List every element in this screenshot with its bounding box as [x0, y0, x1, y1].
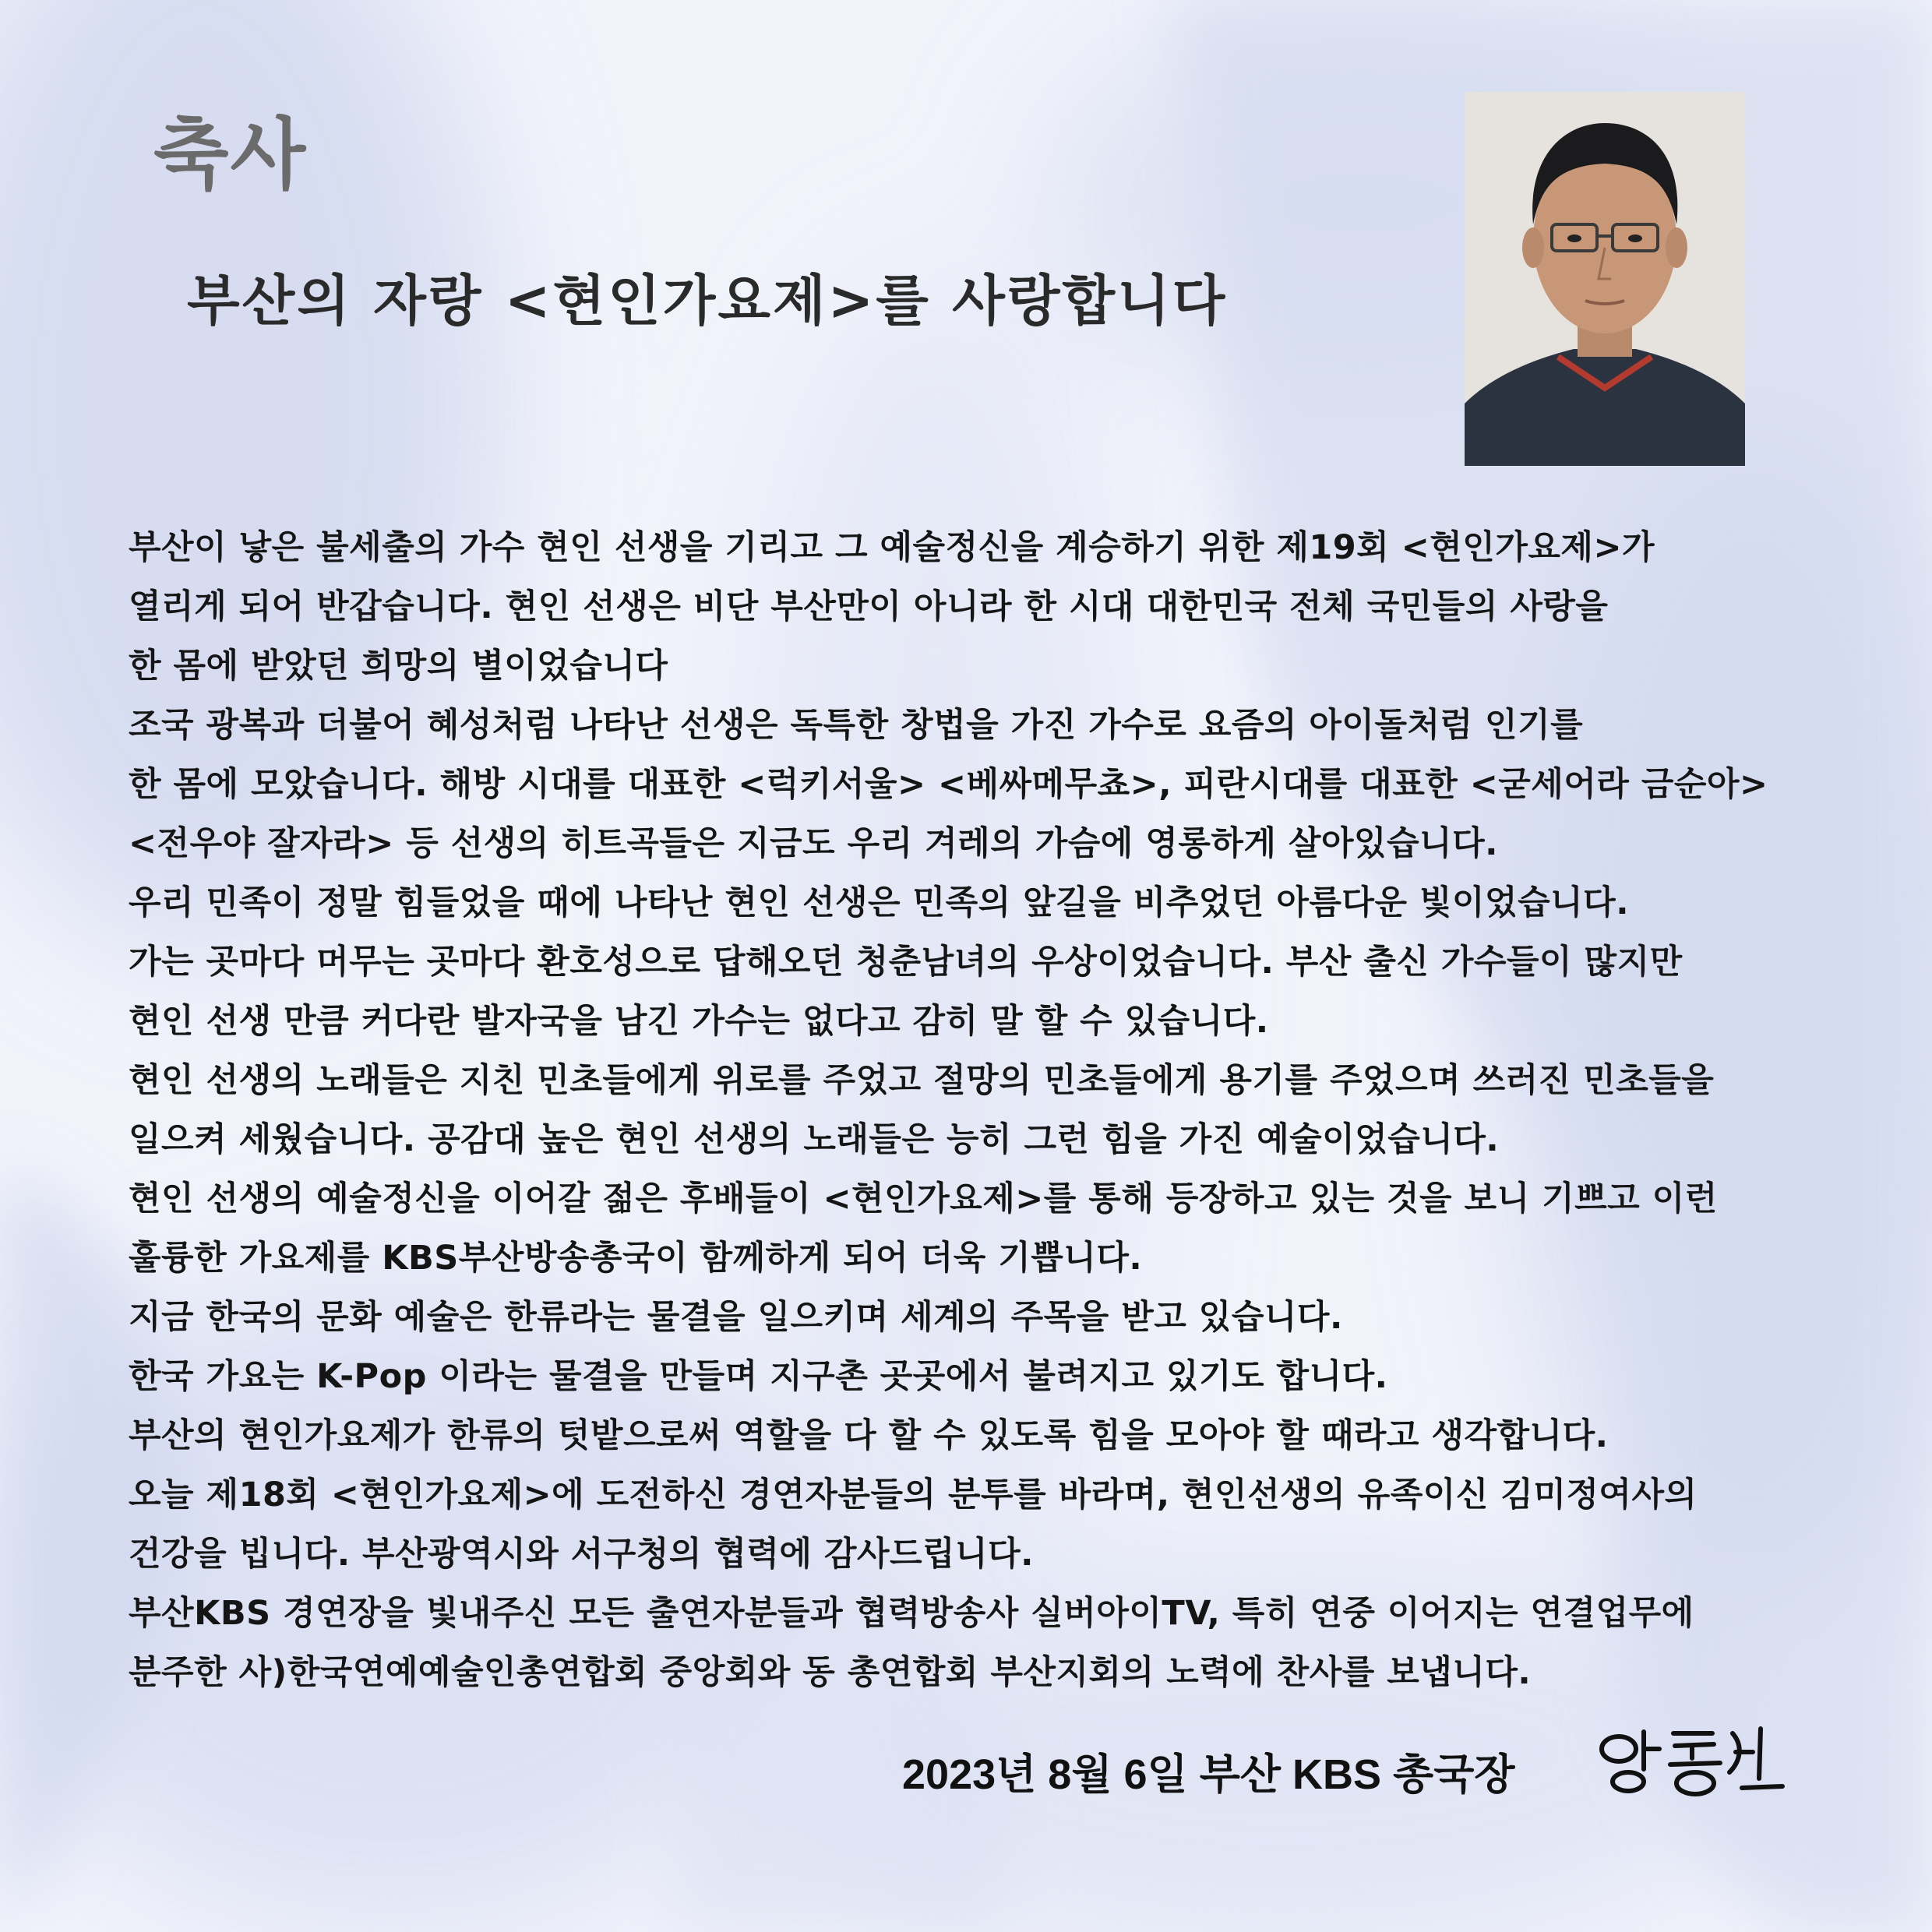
page-title: 부산의 자랑 <현인가요제>를 사랑합니다	[187, 269, 1228, 333]
message-line: 일으켜 세웠습니다. 공감대 높은 현인 선생의 노래들은 능히 그런 힘을 가진 예술이었습니다.	[129, 1120, 1500, 1159]
message-line: 현인 선생 만큼 커다란 발자국을 남긴 가수는 없다고 감히 말 할 수 있습니다.	[129, 1002, 1269, 1041]
message-line: 한 몸에 모았습니다. 해방 시대를 대표한 <럭키서울> <베싸메무쵸>, 피란시대를 대표한 <굳세어라 금순아>	[129, 765, 1768, 804]
message-line: 우리 민족이 정말 힘들었을 때에 나타난 현인 선생은 민족의 앞길을 비추었던 아름다운 빛이었습니다.	[129, 883, 1630, 922]
message-line: 현인 선생의 예술정신을 이어갈 젊은 후배들이 <현인가요제>를 통해 등장하고 있는 것을 보니 기쁘고 이런	[129, 1179, 1718, 1218]
portrait-photo	[1465, 92, 1745, 466]
message-line: <전우야 잘자라> 등 선생의 히트곡들은 지금도 우리 겨레의 가슴에 영롱하게 살아있습니다.	[129, 824, 1498, 863]
message-line: 열리게 되어 반갑습니다. 현인 선생은 비단 부산만이 아니라 한 시대 대한민국 전체 국민들의 사랑을	[129, 587, 1609, 626]
message-line: 한 몸에 받았던 희망의 별이었습니다	[129, 647, 668, 686]
message-line: 오늘 제18회 <현인가요제>에 도전하신 경연자분들의 분투를 바라며, 현인선생의 유족이신 김미정여사의	[129, 1475, 1698, 1514]
message-line: 조국 광복과 더불어 혜성처럼 나타난 선생은 독특한 창법을 가진 가수로 요즘의 아이돌처럼 인기를	[129, 706, 1584, 745]
message-line: 부산의 현인가요제가 한류의 텃밭으로써 역할을 다 할 수 있도록 힘을 모아야 할 때라고 생각합니다.	[129, 1416, 1609, 1455]
congratulatory-message	[129, 518, 1842, 1702]
message-line: 부산KBS 경연장을 빛내주신 모든 출연자분들과 협력방송사 실버아이TV, 특히 연중 이어지는 연결업무에	[129, 1594, 1694, 1633]
signoff-date-title: 2023년 8월 6일 부산 KBS 총국장	[902, 1751, 1515, 1798]
message-line: 부산이 낳은 불세출의 가수 현인 선생을 기리고 그 예술정신을 계승하기 위한 제19회 <현인가요제>가	[129, 528, 1655, 567]
message-line: 건강을 빕니다. 부산광역시와 서구청의 협력에 감사드립니다.	[129, 1535, 1034, 1574]
page-heading: 축사	[153, 109, 308, 200]
message-line: 가는 곳마다 머무는 곳마다 환호성으로 답해오던 청춘남녀의 우상이었습니다. 부산 출신 가수들이 많지만	[129, 943, 1683, 982]
message-line: 현인 선생의 노래들은 지친 민초들에게 위로를 주었고 절망의 민초들에게 용기를 주었으며 쓰러진 민초들을	[129, 1061, 1715, 1100]
signature-block	[902, 1726, 1798, 1819]
message-line: 훌륭한 가요제를 KBS부산방송총국이 함께하게 되어 더욱 기쁩니다.	[129, 1239, 1143, 1278]
message-line: 지금 한국의 문화 예술은 한류라는 물결을 일으키며 세계의 주목을 받고 있습니다.	[129, 1298, 1343, 1337]
message-line: 분주한 사)한국연예예술인총연합회 중앙회와 동 총연합회 부산지회의 노력에 찬사를 보냅니다.	[129, 1653, 1532, 1692]
handwritten-signature	[1588, 1718, 1790, 1803]
message-line: 한국 가요는 K-Pop 이라는 물결을 만들며 지구촌 곳곳에서 불려지고 있기도 합니다.	[129, 1357, 1388, 1396]
